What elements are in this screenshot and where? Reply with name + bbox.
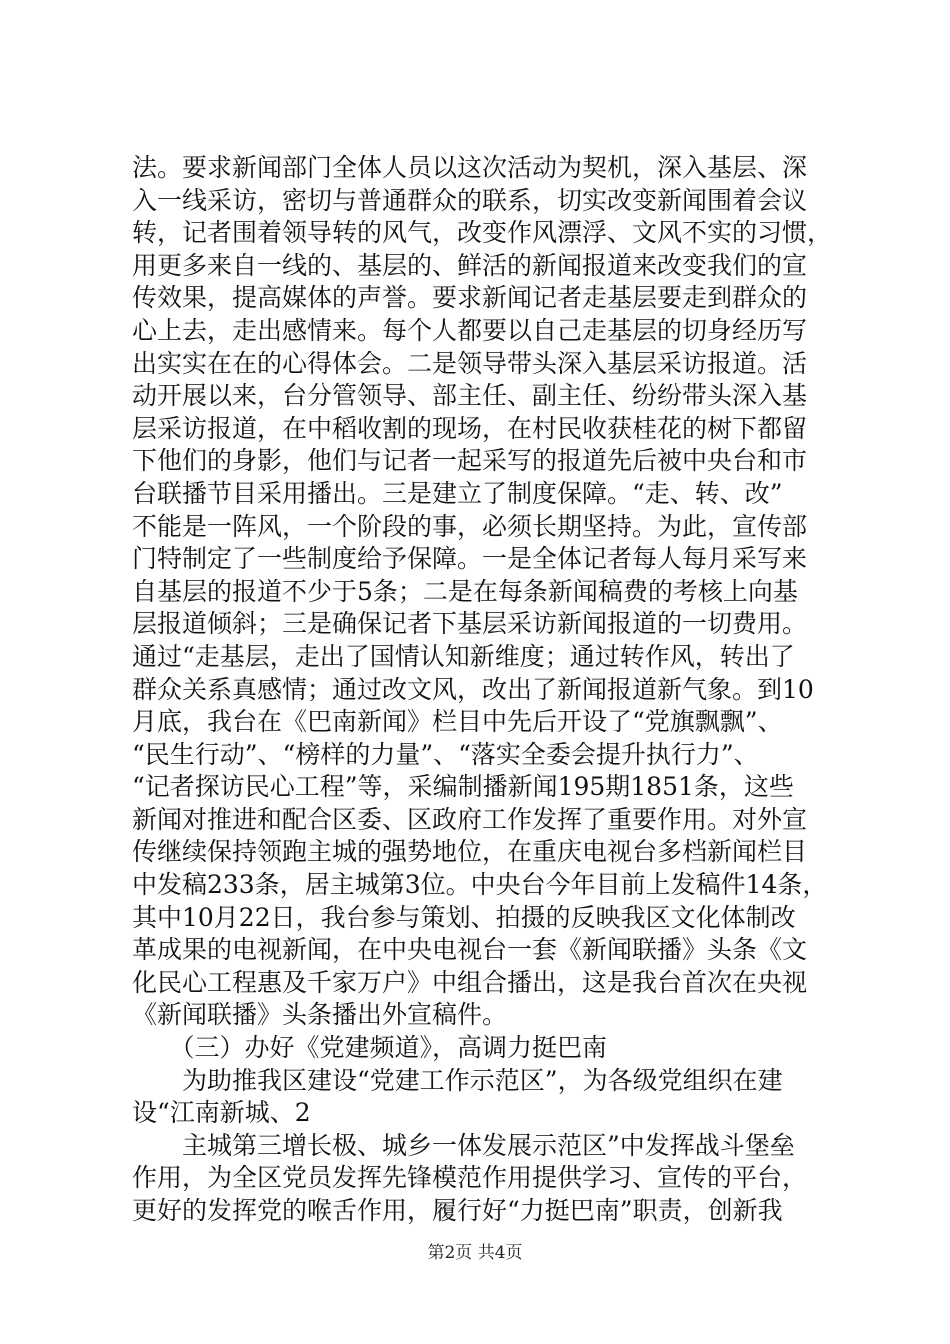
text-line: 中发稿233条，居主城第3位。中央台今年目前上发稿件14条，	[132, 870, 828, 900]
text-line: 法。要求新闻部门全体人员以这次活动为契机，深入基层、深	[132, 153, 808, 182]
text-line: “记者探访民心工程”等，采编制播新闻195期1851条，这些	[132, 772, 794, 802]
text-line: 层采访报道，在中稻收割的现场，在村民收获桂花的树下都留	[132, 413, 808, 443]
text-line: 化民心工程惠及千家万户》中组合播出，这是我台首次在央视	[132, 967, 808, 997]
text-line: 更好的发挥党的喉舌作用，履行好“力挺巴南”职责，创新我	[132, 1196, 783, 1225]
text-line: （三）办好《党建频道》，高调力挺巴南	[132, 1033, 608, 1063]
text-line: 作用，为全区党员发挥先锋模范作用提供学习、宣传的平台，	[132, 1163, 808, 1193]
document-body	[132, 152, 832, 1228]
text-line: 动开展以来，台分管领导、部主任、副主任、纷纷带头深入基	[132, 381, 808, 411]
text-line: 主城第三增长极、城乡一体发展示范区”中发挥战斗堡垒	[132, 1130, 795, 1160]
text-line: 其中10月22日，我台参与策划、拍摄的反映我区文化体制改	[132, 902, 796, 932]
text-line: 群众关系真感情；通过改文风，改出了新闻报道新气象。到10	[132, 674, 814, 704]
text-line: 下他们的身影，他们与记者一起采写的报道先后被中央台和市	[132, 446, 808, 476]
text-line: 为助推我区建设“党建工作示范区”，为各级党组织在建	[132, 1065, 783, 1095]
text-line: 传继续保持领跑主城的强势地位，在重庆电视台多档新闻栏目	[132, 837, 808, 867]
text-line: 出实实在在的心得体会。二是领导带头深入基层采访报道。活	[132, 348, 808, 378]
text-line: 台联播节目采用播出。三是建立了制度保障。“走、转、改”	[132, 478, 783, 508]
text-line: 月底，我台在《巴南新闻》栏目中先后开设了“党旗飘飘”、	[132, 707, 783, 737]
text-line: 不能是一阵风，一个阶段的事，必须长期坚持。为此，宣传部	[132, 511, 808, 541]
text-line: 入一线采访，密切与普通群众的联系，切实改变新闻围着会议	[132, 185, 808, 215]
text-line: 用更多来自一线的、基层的、鲜活的新闻报道来改变我们的宣	[132, 250, 808, 280]
text-line: 新闻对推进和配合区委、区政府工作发挥了重要作用。对外宣	[132, 804, 808, 834]
text-line: 心上去，走出感情来。每个人都要以自己走基层的切身经历写	[132, 315, 808, 345]
text-line: 通过“走基层，走出了国情认知新维度；通过转作风，转出了	[132, 641, 795, 671]
text-line: 门特制定了一些制度给予保障。一是全体记者每人每月采写来	[132, 544, 808, 574]
text-line: 革成果的电视新闻，在中央电视台一套《新闻联播》头条《文	[132, 935, 808, 965]
text-line: 转，记者围着领导转的风气，改变作风漂浮、文风不实的习惯，	[132, 218, 833, 248]
text-line: “民生行动”、“榜样的力量”、“落实全委会提升执行力”、	[132, 739, 759, 769]
page-footer: 第2页 共4页	[427, 1243, 523, 1263]
text-line: 设“江南新城、2	[132, 1098, 311, 1128]
text-line: 自基层的报道不少于5条；二是在每条新闻稿费的考核上向基	[132, 576, 798, 606]
text-line: 层报道倾斜；三是确保记者下基层采访新闻报道的一切费用。	[132, 609, 808, 639]
text-line: 《新闻联播》头条播出外宣稿件。	[132, 1000, 508, 1030]
text-line: 传效果，提高媒体的声誉。要求新闻记者走基层要走到群众的	[132, 283, 808, 313]
